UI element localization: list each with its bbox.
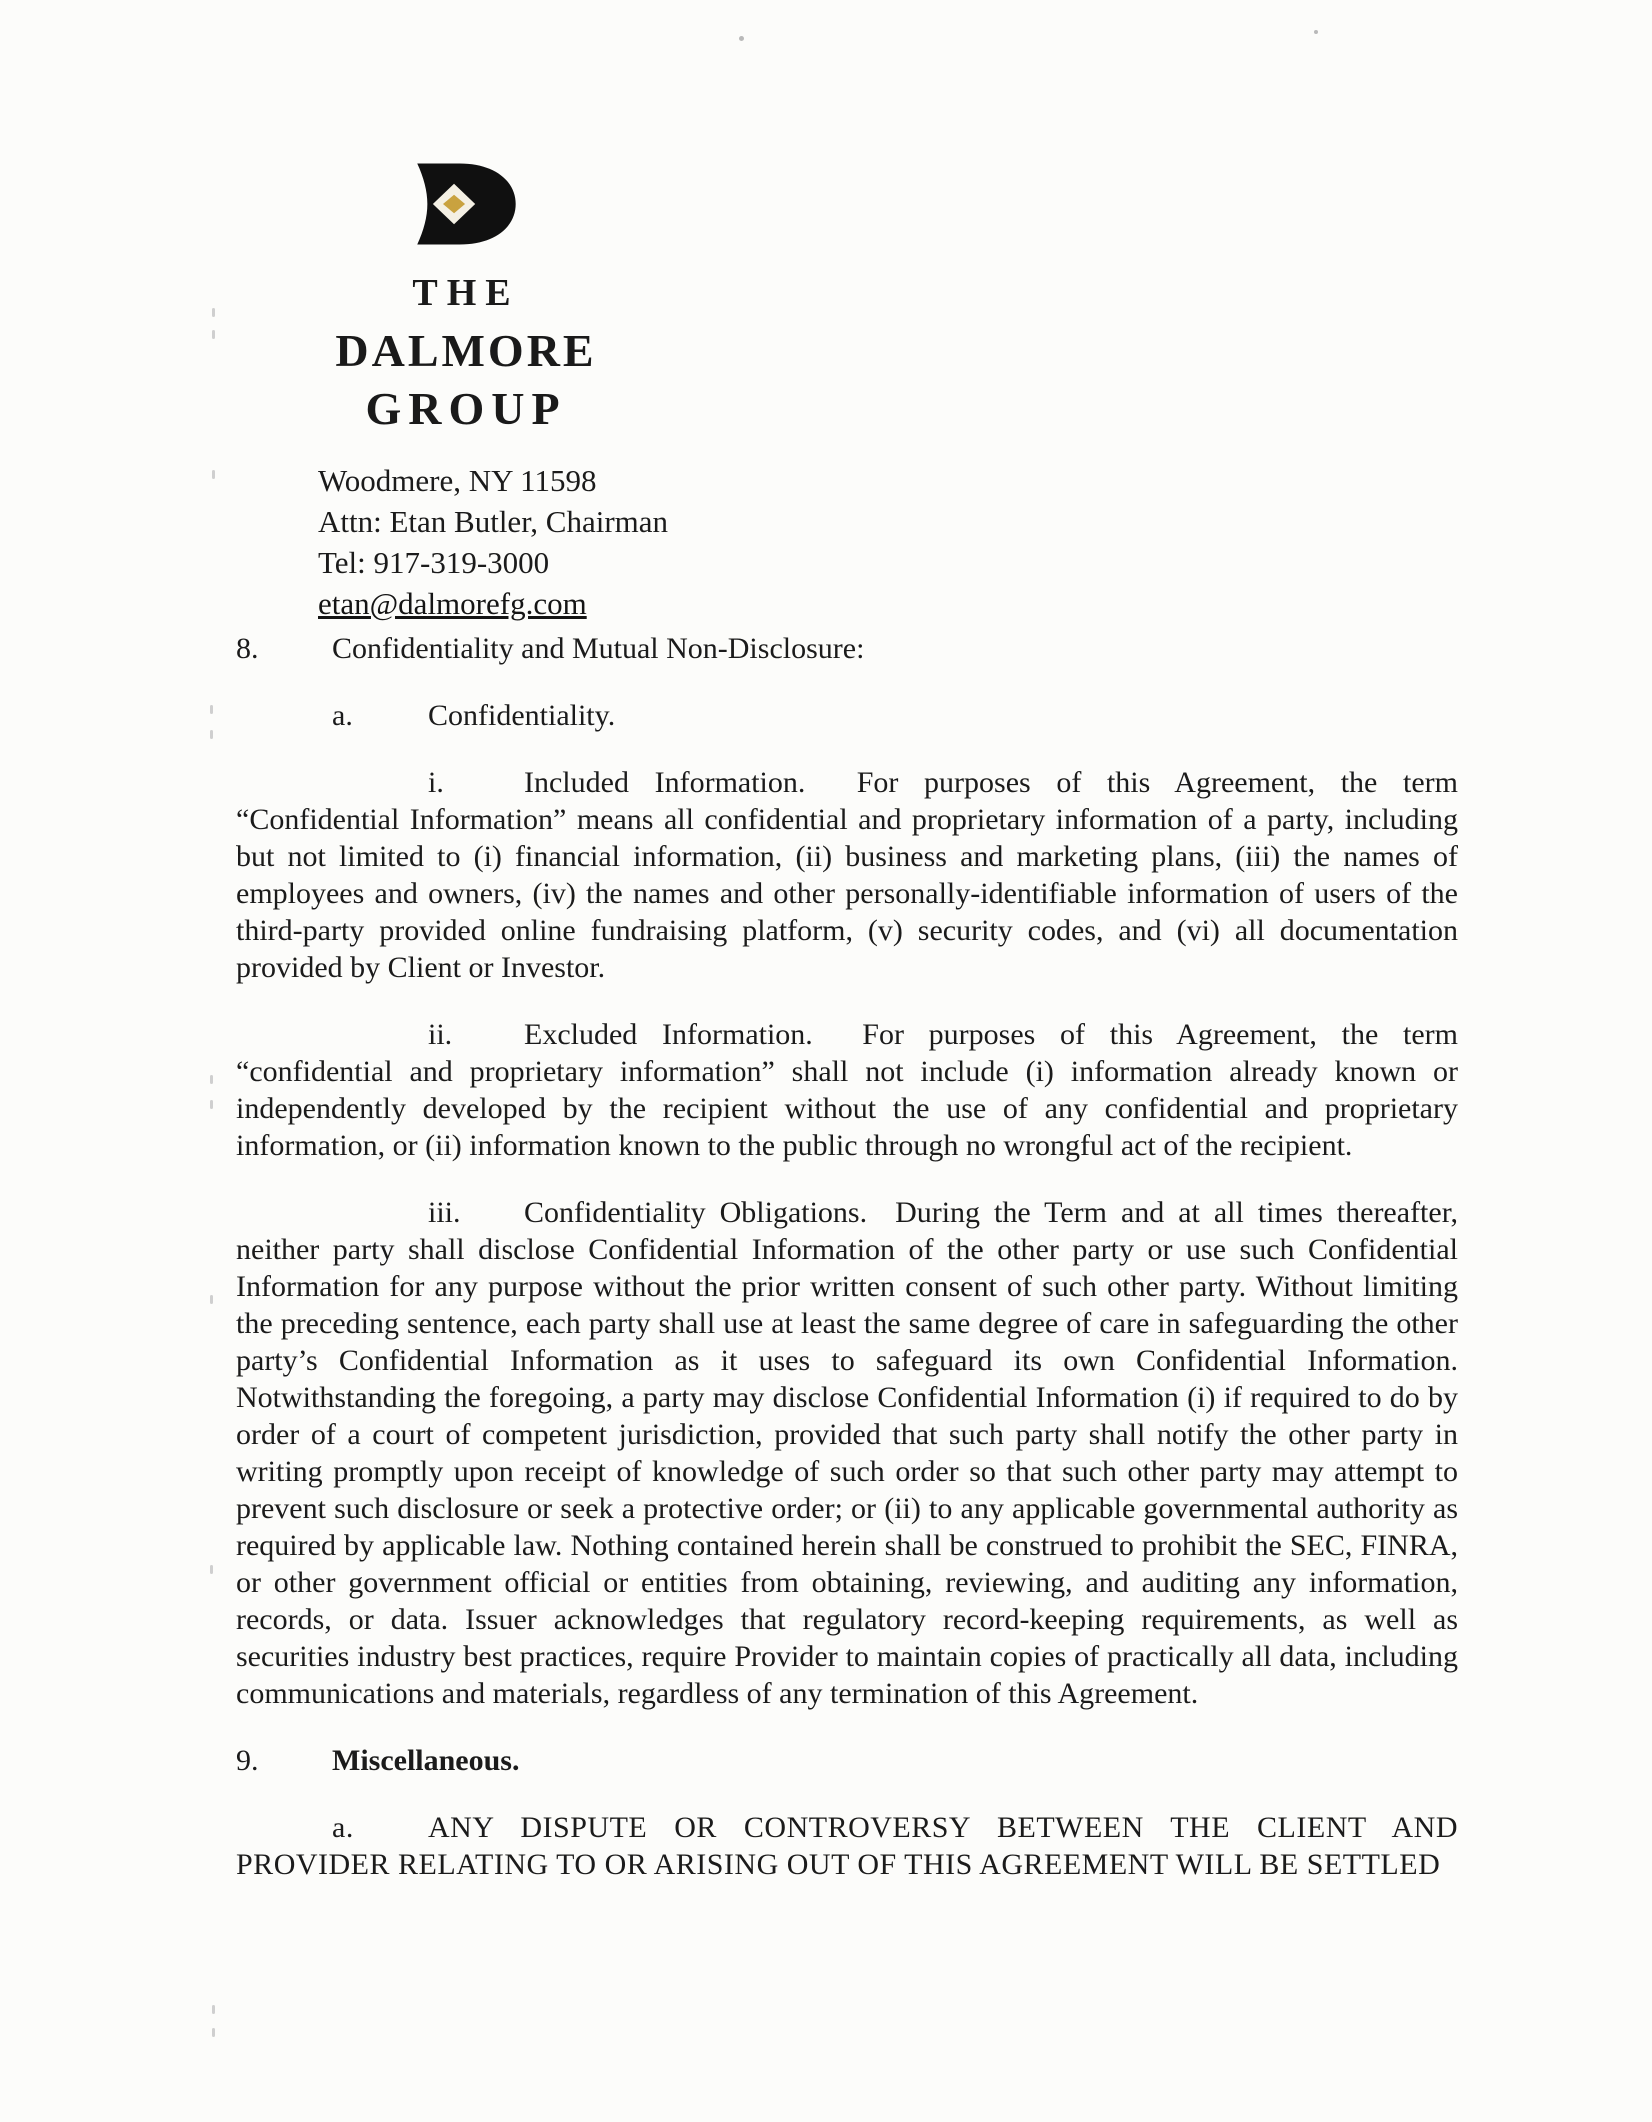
scan-mark bbox=[212, 308, 215, 317]
clause-8a-ii-label: ii. bbox=[428, 1018, 453, 1051]
scan-mark bbox=[210, 1565, 213, 1574]
scan-mark bbox=[210, 1100, 213, 1109]
clause-9a bbox=[236, 1809, 1458, 1883]
clause-8a-i-body: For purposes of this Agreement, the term “Confidential Information” means all confidential and proprietary information of a party, including but not limited to (i) financial information, (ii) business and marketing plans, (iii) the names of employees and owners, (iv) the names and other personally-identifiable information of users of the third-party provided online fundraising platform, (v) security codes, and (vi) all documentation provided by Client or Investor. bbox=[236, 766, 1458, 984]
clause-8a-iii bbox=[236, 1194, 1458, 1712]
scan-speck bbox=[739, 36, 744, 41]
clause-8a-i-label: i. bbox=[428, 766, 444, 799]
contact-tel: Tel: 917-319-3000 bbox=[318, 545, 550, 580]
clause-8a-title: Confidentiality. bbox=[428, 699, 616, 732]
clause-8a-label: a. bbox=[332, 699, 353, 732]
clause-8a-ii bbox=[236, 1016, 1458, 1164]
company-logo bbox=[296, 158, 636, 438]
contact-block bbox=[318, 460, 668, 624]
clause-9a-label: a. bbox=[332, 1811, 354, 1844]
clause-8a-ii-lead: Excluded Information. bbox=[524, 1018, 813, 1051]
brand-line-dalmore: DALMORE bbox=[335, 325, 597, 376]
contact-email-link[interactable]: etan@dalmorefg.com bbox=[318, 586, 587, 621]
scan-mark bbox=[210, 730, 213, 739]
scan-mark bbox=[212, 2028, 215, 2037]
scan-mark bbox=[212, 2005, 215, 2014]
scan-mark bbox=[212, 330, 215, 339]
clause-8a-i-lead: Included Information. bbox=[524, 766, 806, 799]
brand-line-the: THE bbox=[412, 272, 520, 314]
clause-9a-body: ANY DISPUTE OR CONTROVERSY BETWEEN THE CLIENT AND PROVIDER RELATING TO OR ARISING OUT OF THIS AGREEMENT WILL BE SETTLED bbox=[236, 1811, 1458, 1881]
document-body bbox=[236, 630, 1458, 1913]
section8-heading bbox=[236, 630, 1458, 667]
contact-address: Woodmere, NY 11598 bbox=[318, 463, 597, 498]
clause-8a-iii-body: During the Term and at all times thereafter, neither party shall disclose Confidential Information of the other party or use such Confidential Information for any purpose without the prior written consent of such other party. Without limiting the preceding sentence, each party shall use at least the same degree of care in safeguarding the other party’s Confidential Information as it uses to safeguard its own Confidential Information. Notwithstanding the foregoing, a party may disclose Confidential Information (i) if required to do by order of a court of competent jurisdiction, provided that such party shall notify the other party in writing promptly upon receipt of knowledge of such order so that such other party may attempt to prevent such disclosure or seek a protective order; or (ii) to any applicable governmental authority as required by applicable law. Nothing contained herein shall be construed to prohibit the SEC, FINRA, or other government official or entities from obtaining, reviewing, and auditing any information, records, or data. Issuer acknowledges that regulatory record-keeping requirements, as well as securities industry best practices, require Provider to maintain copies of practically all data, including communications and materials, regardless of any termination of this Agreement. bbox=[236, 1196, 1458, 1710]
dalmore-d-icon bbox=[405, 158, 527, 250]
brand-line-group: GROUP bbox=[365, 383, 567, 434]
clause-8a-heading bbox=[236, 697, 1458, 734]
clause-8a-ii-body: For purposes of this Agreement, the term “confidential and proprietary information” shall not include (i) information already known or independently developed by the recipient without the use of any confidential and proprietary information, or (ii) information known to the public through no wrongful act of the recipient. bbox=[236, 1018, 1458, 1162]
section8-number: 8. bbox=[236, 632, 259, 665]
scan-mark bbox=[210, 1295, 213, 1304]
section8-title: Confidentiality and Mutual Non-Disclosure: bbox=[332, 632, 865, 665]
section9-number: 9. bbox=[236, 1744, 259, 1777]
scan-mark bbox=[210, 705, 213, 714]
clause-8a-i bbox=[236, 764, 1458, 986]
scan-mark bbox=[210, 1075, 213, 1084]
clause-8a-iii-label: iii. bbox=[428, 1196, 461, 1229]
section9-title: Miscellaneous. bbox=[332, 1744, 520, 1777]
scan-mark bbox=[212, 470, 215, 479]
scan-speck bbox=[1314, 30, 1318, 34]
section9-heading bbox=[236, 1742, 1458, 1779]
clause-8a-iii-lead: Confidentiality Obligations. bbox=[524, 1196, 868, 1229]
contact-attn: Attn: Etan Butler, Chairman bbox=[318, 504, 669, 539]
